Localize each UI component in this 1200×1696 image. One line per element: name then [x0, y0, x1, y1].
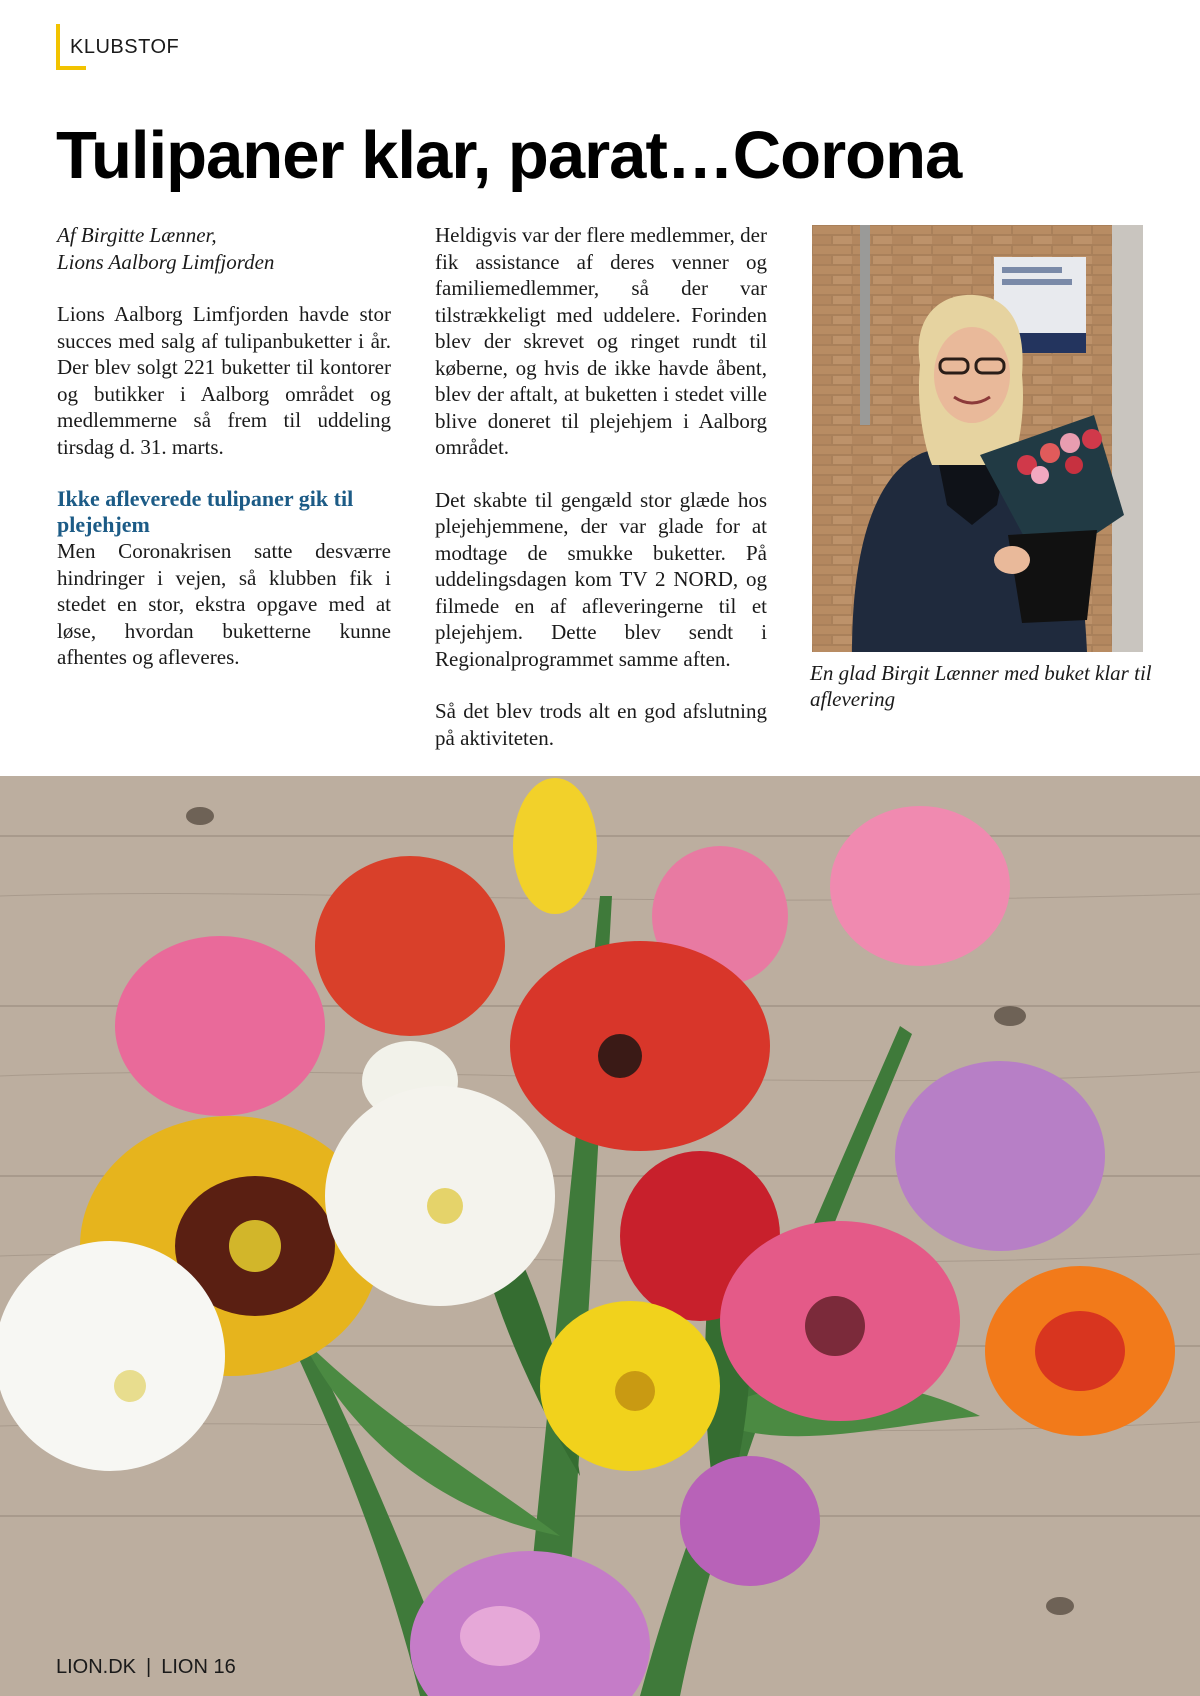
- byline-club: Lions Aalborg Limfjorden: [57, 249, 275, 274]
- photo-caption: En glad Birgit Lænner med buket klar til aflevering: [810, 661, 1152, 711]
- paragraph-2: Det skabte til gengæld stor glæde hos plejehjemmene, der var glade for at modtage de smukke buketter. På uddelingsdagen kom TV 2 NORD, og filmede en af afleveringerne til et plejehjem. Dette blev sendt i Regionalprogrammet samme aften.: [435, 487, 767, 671]
- paragraph-3: Så det blev trods alt en god afslutning på aktiviteten.: [435, 699, 767, 750]
- section-accent-bar: [56, 24, 60, 70]
- byline-author: Af Birgitte Lænner,: [57, 223, 217, 247]
- article-column-1: [57, 222, 391, 697]
- footer-site: LION.DK: [56, 1656, 137, 1678]
- intro-paragraph: Lions Aalborg Limfjorden havde stor succes med salg af tulipanbuketter i år. Der blev solgt 221 buketter til kontorer og butikker i Aalborg området og medlemmerne så frem til uddeling tirsdag d. 31. marts.: [57, 302, 391, 459]
- subheading: Ikke afleverede tulipaner gik til plejehjem: [57, 486, 354, 537]
- article-title: Tulipaner klar, parat…Corona: [56, 118, 962, 193]
- byline: [57, 222, 391, 275]
- article-column-2: [435, 222, 767, 777]
- section-tag: [56, 24, 196, 70]
- paragraph-1: Heldigvis var der flere medlemmer, der fik assistance af deres venner og familiemedlemmer, så der var tilstrækkeligt med uddelere. Forinden blev der skrevet og ringet rundt til køberne, og hvis de ikke havde åbent, blev der aftalt, at buketten i stedet ville blive doneret til plejehjem i Aalborg området.: [435, 223, 767, 459]
- portrait-photo-illustration: [812, 225, 1143, 652]
- footer-separator: |: [146, 1656, 152, 1678]
- portrait-photo: [812, 225, 1143, 652]
- footer-page-number: LION 16: [161, 1656, 236, 1678]
- page-footer: [56, 1656, 236, 1679]
- body-paragraph: Men Coronakrisen satte desværre hindringer i vejen, så klubben fik i stedet en stor, ekstra opgave med at løse, hvordan buketterne kunne afhentes og afleveres.: [57, 539, 391, 669]
- tulip-bouquet-photo: [0, 776, 1200, 1696]
- section-label: KLUBSTOF: [70, 36, 180, 58]
- section-accent-underline: [56, 66, 86, 70]
- tulip-bouquet-illustration: [0, 776, 1200, 1696]
